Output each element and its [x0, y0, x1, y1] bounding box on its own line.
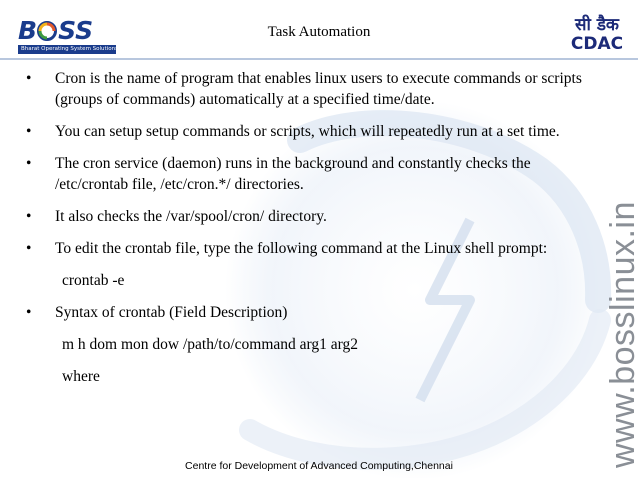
- bullet-item: [26, 68, 606, 110]
- bullet-item: [26, 302, 606, 323]
- bullet-text: Cron is the name of program that enables linux users to execute commands or scripts (groups of commands) automatically at a specified time/date.: [55, 70, 582, 108]
- bullet-item: [26, 153, 606, 195]
- bullet-text: To edit the crontab file, type the following command at the Linux shell prompt:: [55, 240, 548, 257]
- bullet-item: [26, 238, 606, 259]
- bullet-dot: •: [26, 208, 32, 225]
- bullet-item: [26, 121, 606, 142]
- crontab-command-line: crontab -e: [62, 272, 125, 289]
- bullet-dot: •: [26, 304, 32, 321]
- slide-title: Task Automation: [267, 24, 371, 40]
- cdac-hindi-text: सी डैक: [575, 15, 619, 35]
- bullet-item: [26, 206, 606, 227]
- bosslinux-url-watermark: www.bosslinux.in: [604, 201, 642, 468]
- bullet-text: You can setup setup commands or scripts, which will repeatedly run at a set time.: [55, 123, 560, 140]
- where-line: where: [62, 368, 100, 385]
- bullet-dot: •: [26, 70, 32, 87]
- boss-letter-s2: S: [75, 16, 93, 45]
- slide-body: [26, 68, 606, 398]
- boss-letter-b: B: [18, 16, 37, 45]
- bullet-text: It also checks the /var/spool/cron/ directory.: [55, 208, 327, 225]
- bullet-dot: •: [26, 240, 32, 257]
- crontab-syntax-line: m h dom mon dow /path/to/command arg1 arg2: [62, 336, 359, 353]
- header-divider: [0, 58, 638, 60]
- bullet-text: Syntax of crontab (Field Description): [55, 304, 288, 321]
- boss-tagline: Bharat Operating System Solutions: [18, 45, 116, 54]
- cdac-english-text: CDAC: [570, 34, 624, 54]
- bullet-dot: •: [26, 123, 32, 140]
- bullet-text: The cron service (daemon) runs in the background and constantly checks the /etc/crontab file, /etc/cron.*/ directories.: [55, 155, 531, 193]
- cdac-logo: [566, 16, 628, 56]
- bullet-dot: •: [26, 155, 32, 172]
- boss-letter-s1: S: [58, 16, 76, 45]
- slide-footer: Centre for Development of Advanced Computing,Chennai: [185, 460, 453, 472]
